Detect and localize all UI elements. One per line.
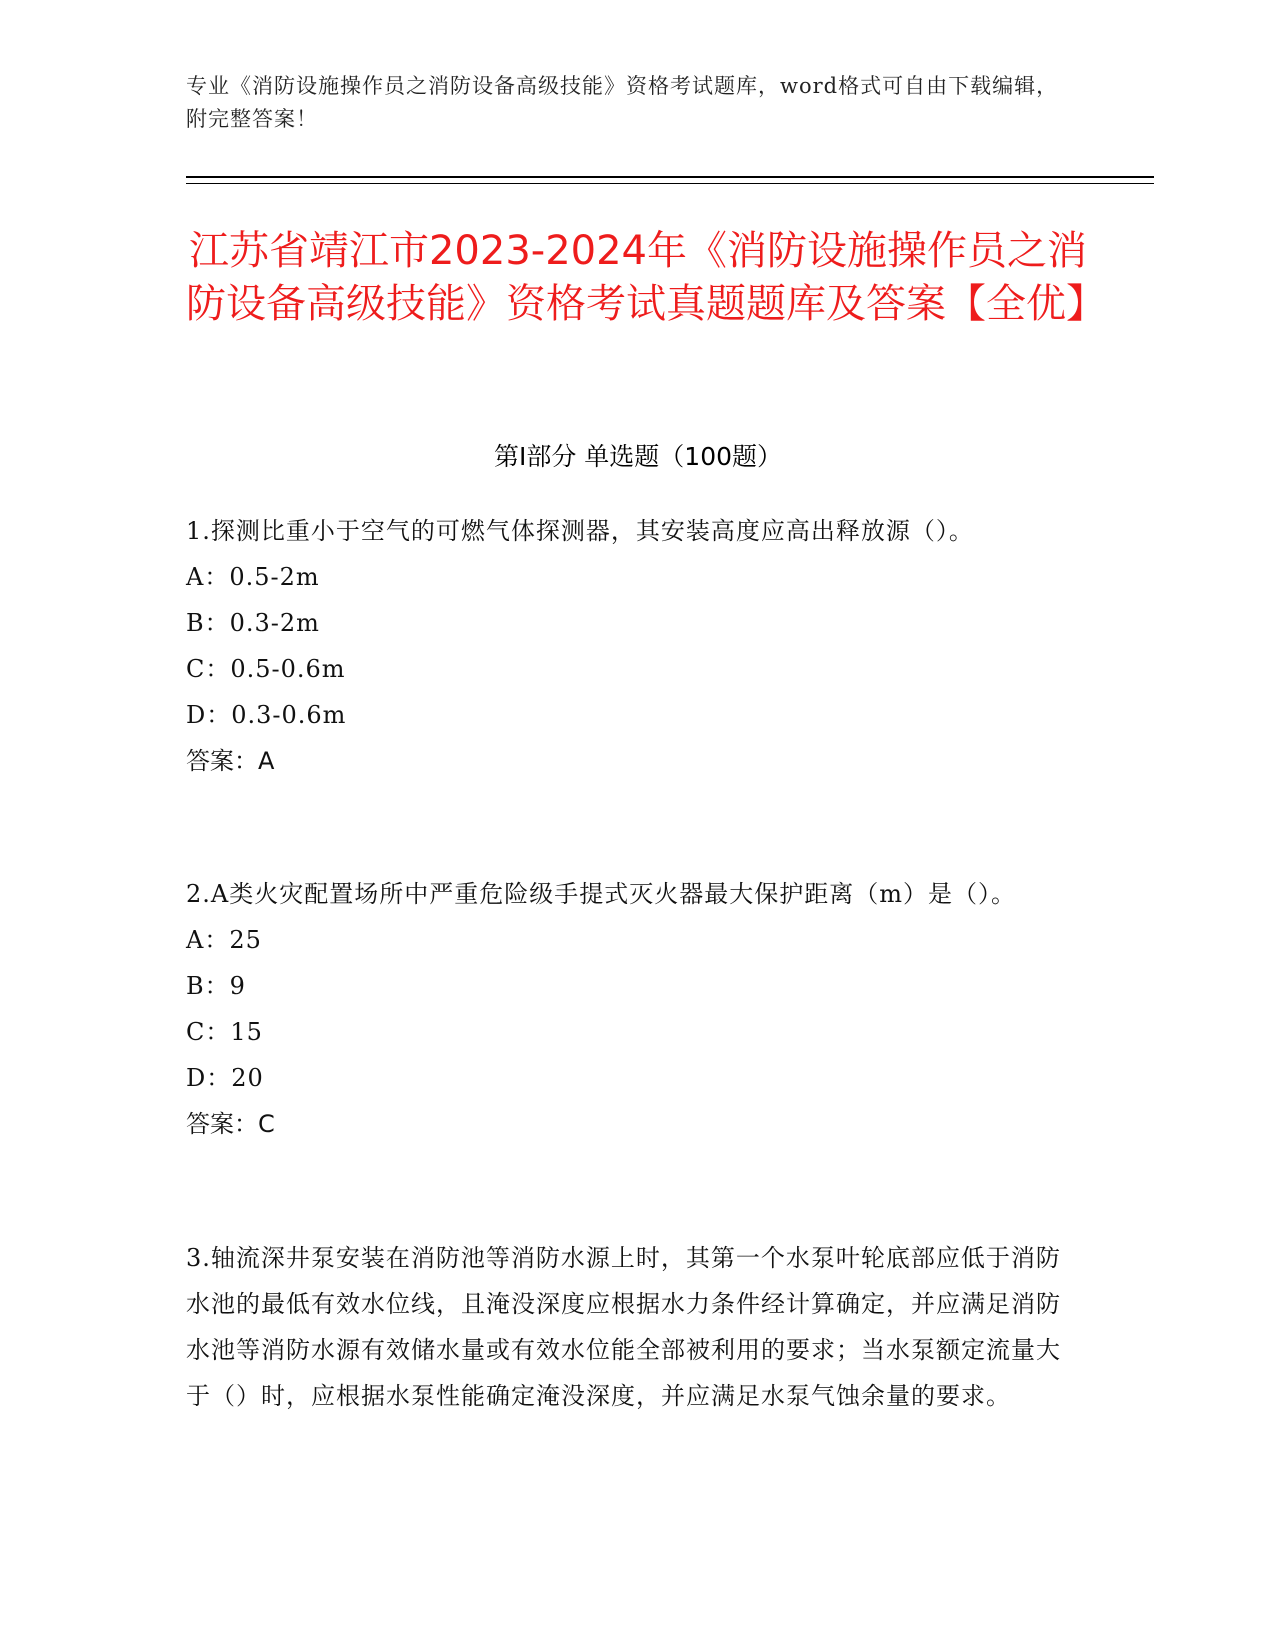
section-title: 第Ⅰ部分 单选题（100题）	[493, 442, 783, 471]
question-stem: 1.探测比重小于空气的可燃气体探测器，其安装高度应高出释放源（）。	[186, 517, 974, 545]
option-a: A：25	[186, 926, 262, 954]
option-d: D：20	[186, 1064, 264, 1092]
question-1	[186, 508, 1076, 784]
question-3	[186, 1235, 1076, 1419]
option-a: A：0.5-2m	[186, 563, 320, 591]
header-rule-thin	[186, 183, 1154, 184]
option-d: D：0.3-0.6m	[186, 701, 347, 729]
option-c: C：0.5-0.6m	[186, 655, 346, 683]
answer: 答案：A	[186, 747, 275, 775]
question-2	[186, 871, 1076, 1147]
option-c: C：15	[186, 1018, 263, 1046]
header-note: 专业《消防设施操作员之消防设备高级技能》资格考试题库，word格式可自由下载编辑，附完整答案！	[186, 74, 1059, 131]
header-rule-thick	[186, 176, 1154, 178]
question-stem: 3.轴流深井泵安装在消防池等消防水源上时，其第一个水泵叶轮底部应低于消防水池的最低有效水位线，且淹没深度应根据水力条件经计算确定，并应满足消防水池等消防水源有效储水量或有效水位能全部被利用的要求；当水泵额定流量大于（）时，应根据水泵性能确定淹没深度，并应满足水泵气蚀余量的要求。	[186, 1244, 1061, 1410]
question-stem: 2.A类火灾配置场所中严重危险级手提式灭火器最大保护距离（m）是（）。	[186, 880, 1016, 908]
document-title: 江苏省靖江市2023-2024年《消防设施操作员之消防设备高级技能》资格考试真题题库及答案【全优】	[186, 228, 1106, 327]
answer: 答案：C	[186, 1110, 275, 1138]
option-b: B：0.3-2m	[186, 609, 320, 637]
option-b: B：9	[186, 972, 246, 1000]
